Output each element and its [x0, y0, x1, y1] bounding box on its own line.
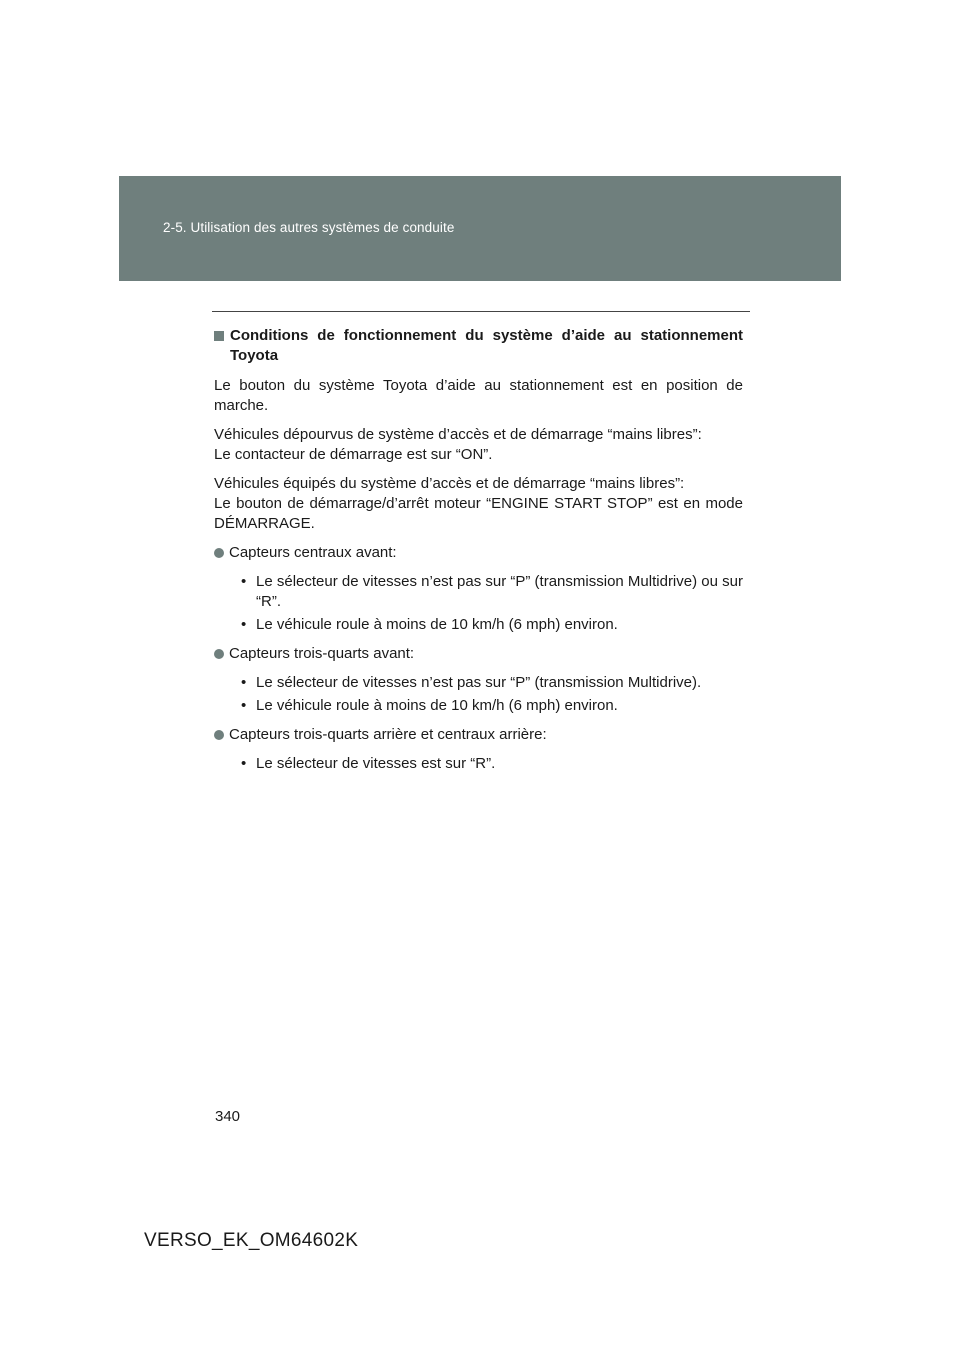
condition-group	[214, 644, 743, 716]
condition-label: Capteurs trois-quarts arrière et centraux arrière:	[214, 725, 743, 745]
circle-bullet-icon	[214, 649, 224, 659]
list-item: • Le véhicule roule à moins de 10 km/h (6 mph) environ.	[241, 697, 618, 714]
paragraph: Le bouton de démarrage/d’arrêt moteur “ENGINE START STOP” est en mode DÉMARRAGE.	[214, 495, 743, 532]
list-item: • Le sélecteur de vitesses n’est pas sur “P” (transmission Multidrive) ou sur “R”.	[241, 573, 743, 610]
condition-label: Capteurs trois-quarts avant:	[214, 644, 743, 664]
paragraph: Véhicules équipés du système d’accès et de démarrage “mains libres”:	[214, 475, 685, 492]
section-heading	[214, 326, 743, 366]
paragraph: Le contacteur de démarrage est sur “ON”.	[214, 446, 493, 463]
condition-group	[214, 543, 743, 635]
page-number: 340	[215, 1108, 241, 1125]
condition-list	[214, 572, 743, 635]
bullet-icon: •	[241, 616, 247, 633]
list-item: • Le sélecteur de vitesses n’est pas sur “P” (transmission Multidrive).	[241, 674, 702, 691]
paragraph: Le bouton du système Toyota d’aide au stationnement est en position de marche.	[214, 377, 743, 414]
bullet-icon: •	[241, 674, 247, 691]
header-band	[119, 176, 841, 281]
paragraph: Véhicules dépourvus de système d’accès et de démarrage “mains libres”:	[214, 426, 702, 443]
condition-label: Capteurs centraux avant:	[214, 543, 743, 563]
bullet-icon: •	[241, 697, 247, 714]
condition-group	[214, 725, 743, 774]
document-code: VERSO_EK_OM64602K	[144, 1230, 359, 1251]
square-bullet-icon	[214, 331, 224, 341]
bullet-icon: •	[241, 755, 247, 772]
breadcrumb: 2-5. Utilisation des autres systèmes de conduite	[163, 220, 455, 235]
section-divider	[212, 311, 750, 312]
bullet-icon: •	[241, 573, 247, 590]
circle-bullet-icon	[214, 548, 224, 558]
circle-bullet-icon	[214, 730, 224, 740]
list-item: • Le sélecteur de vitesses est sur “R”.	[241, 755, 496, 772]
page-content	[214, 326, 743, 783]
condition-list	[214, 673, 743, 716]
list-item: • Le véhicule roule à moins de 10 km/h (6 mph) environ.	[241, 616, 618, 633]
condition-list	[214, 754, 743, 774]
section-title: Conditions de fonctionnement du système d’aide au stationnement Toyota	[230, 327, 743, 364]
